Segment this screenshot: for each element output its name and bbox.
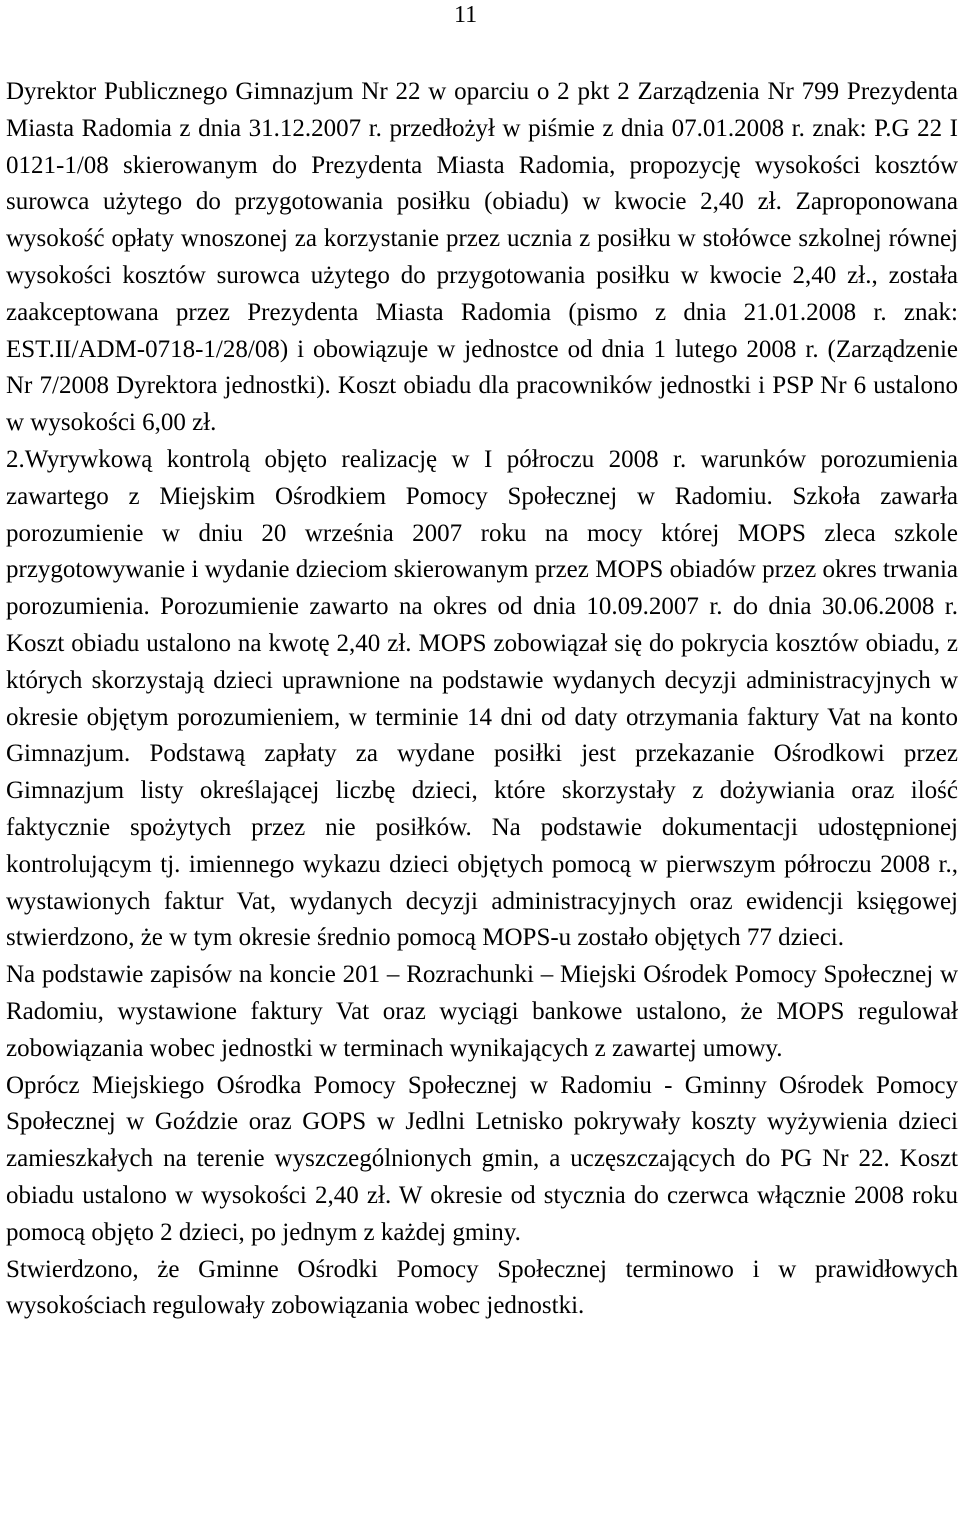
- document-body: [6, 74, 958, 1325]
- paragraph-mops-agreement: 2.Wyrywkową kontrolą objęto realizację w I półroczu 2008 r. warunków porozumienia zawartego z Miejskim Ośrodkiem Pomocy Społecznej w Radomiu. Szkoła zawarła porozumienie w dniu 20 września 2007 roku na mocy której MOPS zleca szkole przygotowywanie i wydanie dzieciom skierowanym przez MOPS obiadów przez okres trwania porozumienia. Porozumienie zawarto na okres od dnia 10.09.2007 r. do dnia 30.06.2008 r. Koszt obiadu ustalono na kwotę 2,40 zł. MOPS zobowiązał się do pokrycia kosztów obiadu, z których skorzystają dzieci uprawnione na podstawie wydanych decyzji administracyjnych w okresie objętym porozumieniem, w terminie 14 dni od daty otrzymania faktury Vat na konto Gimnazjum. Podstawą zapłaty za wydane posiłki jest przekazanie Ośrodkowi przez Gimnazjum listy określającej liczbę dzieci, które skorzystały z dożywiania oraz ilość faktycznie spożytych przez nie posiłków. Na podstawie dokumentacji udostępnionej kontrolującym tj. imiennego wykazu dzieci objętych pomocą w pierwszym półroczu 2008 r., wystawionych faktur Vat, wydanych decyzji administracyjnych oraz ewidencji księgowej stwierdzono, że w tym okresie średnio pomocą MOPS-u zostało objętych 77 dzieci.: [6, 445, 958, 952]
- paragraph-conclusion: Stwierdzono, że Gminne Ośrodki Pomocy Społecznej terminowo i w prawidłowych wysokościach regulowały zobowiązania wobec jednostki.: [6, 1255, 958, 1320]
- paragraph-account-201: Na podstawie zapisów na koncie 201 – Rozrachunki – Miejski Ośrodek Pomocy Społecznej w Radomiu, wystawione faktury Vat oraz wyciągi bankowe ustalono, że MOPS regulował zobowiązania wobec jednostki w terminach wynikających z zawartej umowy.: [6, 961, 958, 1062]
- paragraph-gops: Oprócz Miejskiego Ośrodka Pomocy Społecznej w Radomiu - Gminny Ośrodek Pomocy Społecznej w Goździe oraz GOPS w Jedlni Letnisko pokrywały koszty wyżywienia dzieci zamieszkałych na terenie wyszczególnionych gmin, a uczęszczających do PG Nr 22. Koszt obiadu ustalono w wysokości 2,40 zł. W okresie od stycznia do czerwca włącznie 2008 roku pomocą objęto 2 dzieci, po jednym z każdej gminy.: [6, 1071, 958, 1246]
- page-number: 11: [454, 2, 478, 28]
- paragraph-meal-cost: Dyrektor Publicznego Gimnazjum Nr 22 w oparciu o 2 pkt 2 Zarządzenia Nr 799 Prezydenta Miasta Radomia z dnia 31.12.2007 r. przedłożył w piśmie z dnia 07.01.2008 r. znak: P.G 22 I 0121-1/08 skierowanym do Prezydenta Miasta Radomia, propozycję wysokości kosztów surowca użytego do przygotowania posiłku (obiadu) w kwocie 2,40 zł. Zaproponowana wysokość opłaty wnoszonej za korzystanie przez ucznia z posiłku w stołówce szkolnej równej wysokości kosztów surowca użytego do przygotowania posiłku w kwocie 2,40 zł., została zaakceptowana przez Prezydenta Miasta Radomia (pismo z dnia 21.01.2008 r. znak: EST.II/ADM-0718-1/28/08) i obowiązuje w jednostce od dnia 1 lutego 2008 r. (Zarządzenie Nr 7/2008 Dyrektora jednostki). Koszt obiadu dla pracowników jednostki i PSP Nr 6 ustalono w wysokości 6,00 zł.: [6, 78, 958, 437]
